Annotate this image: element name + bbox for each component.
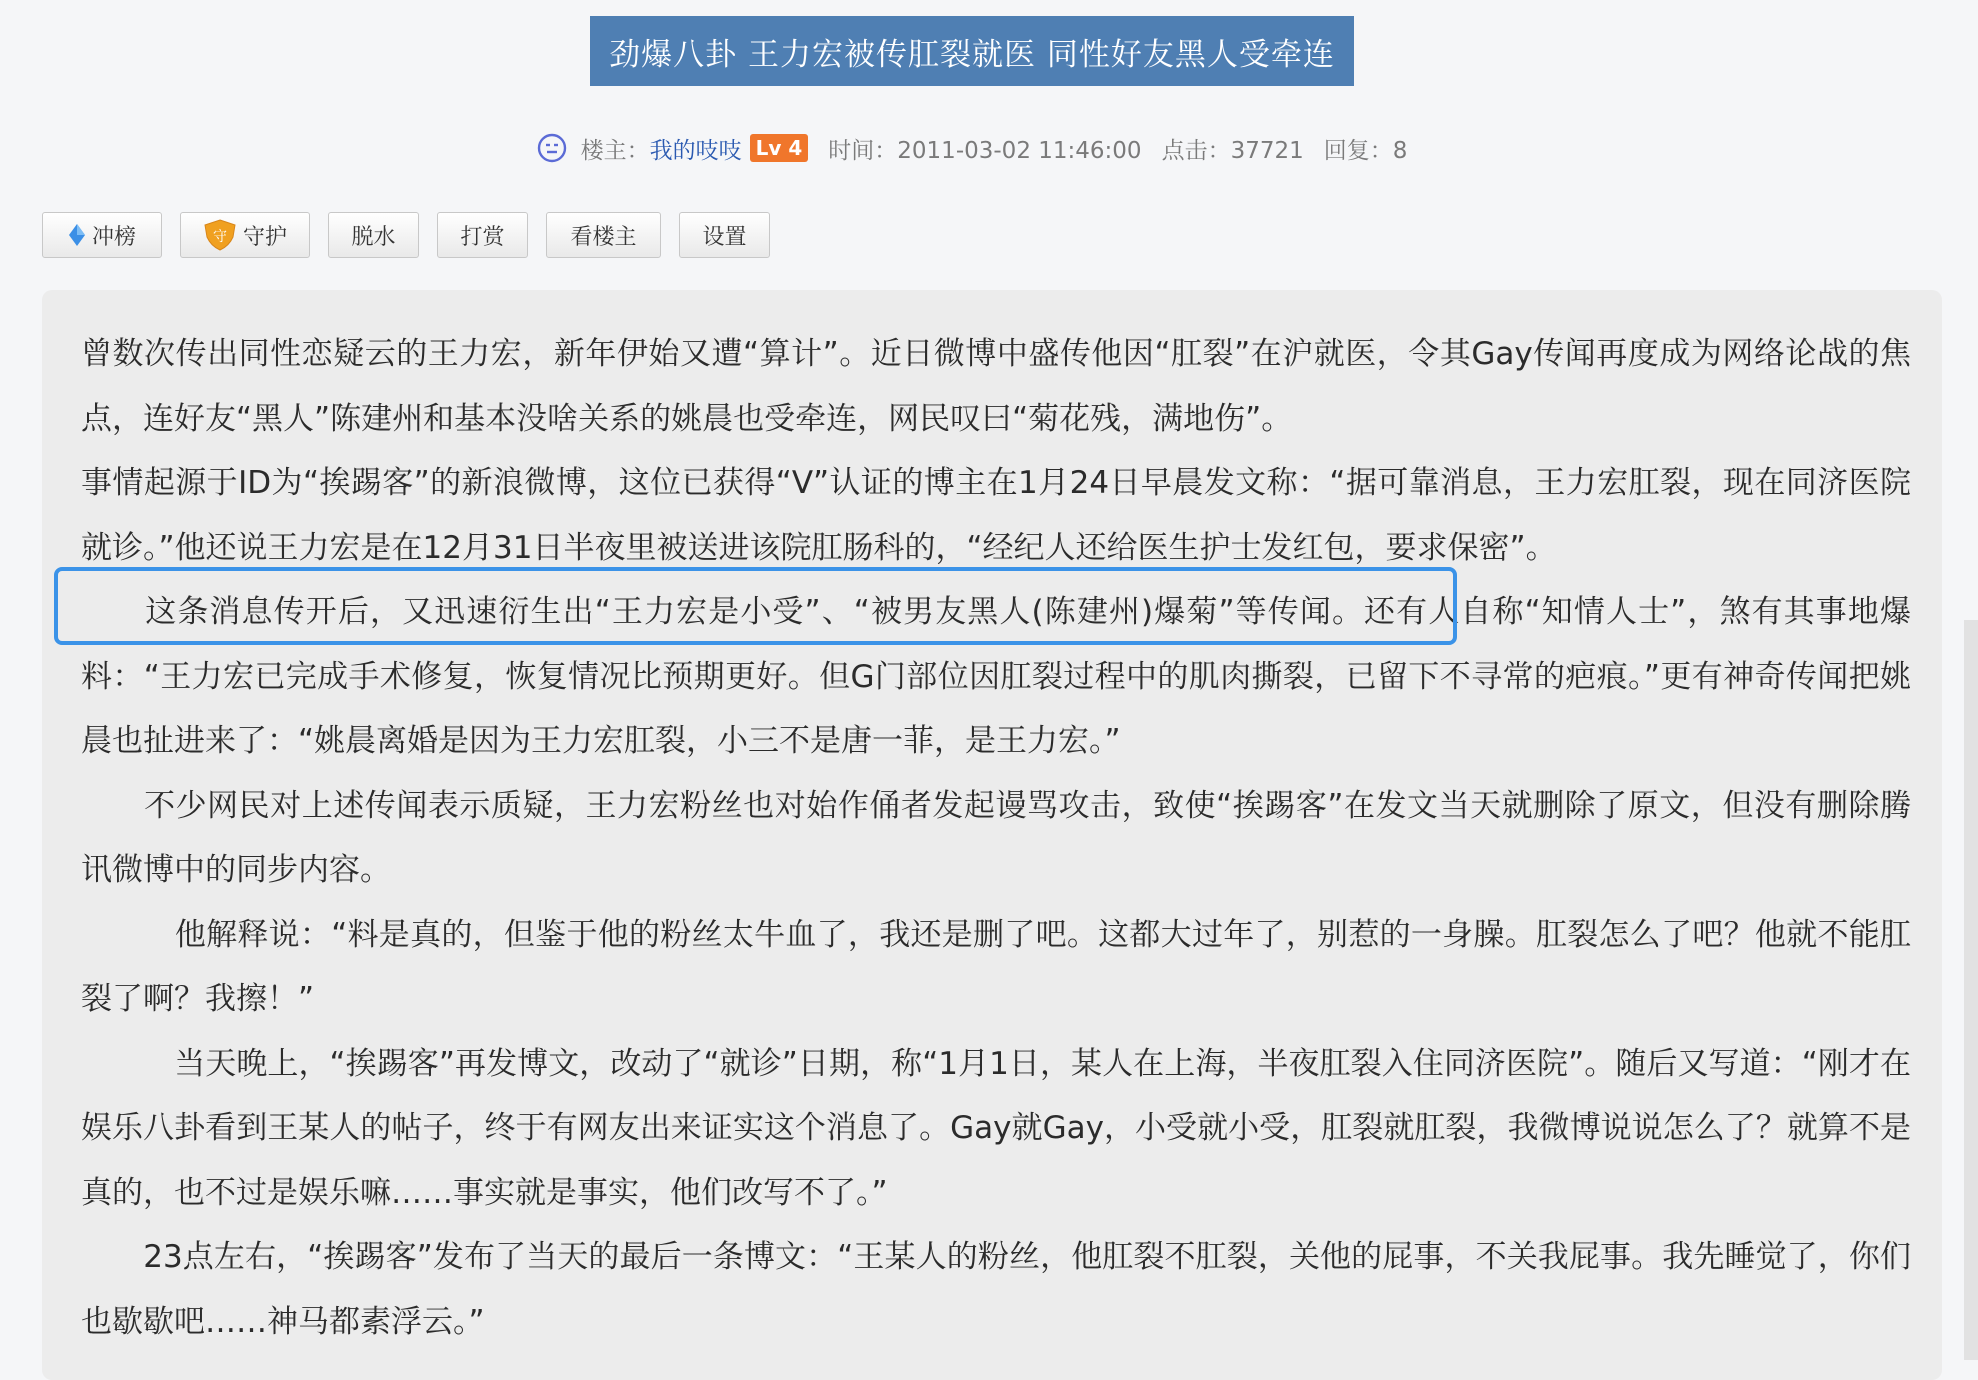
click-count: 点击：37721 [1161, 137, 1304, 164]
scrollbar-track[interactable] [1964, 620, 1978, 1360]
reply-count: 回复：8 [1323, 137, 1408, 164]
rank-button-label: 冲榜 [91, 224, 136, 250]
author-link[interactable]: 我的吱吱 [649, 137, 742, 164]
level-badge: Lv 4 [750, 134, 809, 162]
tip-button-label: 打赏 [460, 224, 505, 250]
post-body [81, 322, 1911, 1354]
post-paragraph: 23点左右，“挨踢客”发布了当天的最后一条博文：“王某人的粉丝，他肛裂不肛裂，关他的屁事，不关我屁事。我先睡觉了，你们也歇歇吧……神马都素浮云。” [81, 1239, 1911, 1340]
post-toolbar [42, 212, 788, 260]
dehydrate-button-label: 脱水 [351, 224, 396, 250]
post-meta [0, 128, 1944, 168]
dehydrate-button[interactable] [328, 212, 419, 258]
post-time: 时间：2011-03-02 11:46:00 [828, 137, 1142, 164]
shield-icon [203, 219, 237, 251]
post-paragraph: 事情起源于ID为“挨踢客”的新浪微博，这位已获得“V”认证的博主在1月24日早晨发文称：“据可靠消息，王力宏肛裂，现在同济医院就诊。”他还说王力宏是在12月31日半夜里被送进该院肛肠科的，“经纪人还给医生护士发红包，要求保密”。 [81, 465, 1911, 566]
diamond-icon [68, 223, 86, 247]
settings-button[interactable] [679, 212, 770, 258]
post-paragraph: 不少网民对上述传闻表示质疑，王力宏粉丝也对始作俑者发起谩骂攻击，致使“挨踢客”在发文当天就删除了原文，但没有删除腾讯微博中的同步内容。 [81, 787, 1911, 888]
highlight-box [54, 567, 1457, 645]
guard-button[interactable] [180, 212, 310, 258]
post-paragraph: 这条消息传开后，又迅速衍生出“王力宏是小受”、“被男友黑人(陈建州)爆菊”等传闻。还有人自称“知情人士”，煞有其事地爆料：“王力宏已完成手术修复，恢复情况比预期更好。但G门部位因肛裂过程中的肌肉撕裂，已留下不寻常的疤痕。”更有神奇传闻把姚晨也扯进来了：“姚晨离婚是因为王力宏肛裂，小三不是唐一菲，是王力宏。” [81, 594, 1911, 759]
post-paragraph: 曾数次传出同性恋疑云的王力宏，新年伊始又遭“算计”。近日微博中盛传他因“肛裂”在沪就医，令其Gay传闻再度成为网络论战的焦点，连好友“黑人”陈建州和基本没啥关系的姚晨也受牵连，网民叹曰“菊花残，满地伤”。 [81, 336, 1911, 437]
settings-button-label: 设置 [702, 224, 747, 250]
view-author-only-button[interactable] [546, 212, 661, 258]
svg-text:守: 守 [212, 229, 227, 245]
tip-button[interactable] [437, 212, 528, 258]
post-paragraph: 当天晚上，“挨踢客”再发博文，改动了“就诊”日期，称“1月1日，某人在上海，半夜肛裂入住同济医院”。随后又写道：“刚才在娱乐八卦看到王某人的帖子，终于有网友出来证实这个消息了。Gay就Gay，小受就小受，肛裂就肛裂，我微博说说怎么了？就算不是真的，也不过是娱乐嘛……事实就是事实，他们改写不了。” [81, 1045, 1911, 1211]
guard-button-label: 守护 [242, 224, 287, 250]
rank-button[interactable] [42, 212, 162, 258]
post-paragraph: 他解释说：“料是真的，但鉴于他的粉丝太牛血了，我还是删了吧。这都大过年了，别惹的一身臊。肛裂怎么了吧？他就不能肛裂了啊？我擦！” [81, 916, 1911, 1017]
post-title: 劲爆八卦 王力宏被传肛裂就医 同性好友黑人受牵连 [590, 16, 1354, 86]
view-author-only-label: 看楼主 [570, 224, 637, 250]
author-label: 楼主： [580, 137, 650, 164]
smiley-icon [537, 133, 567, 163]
